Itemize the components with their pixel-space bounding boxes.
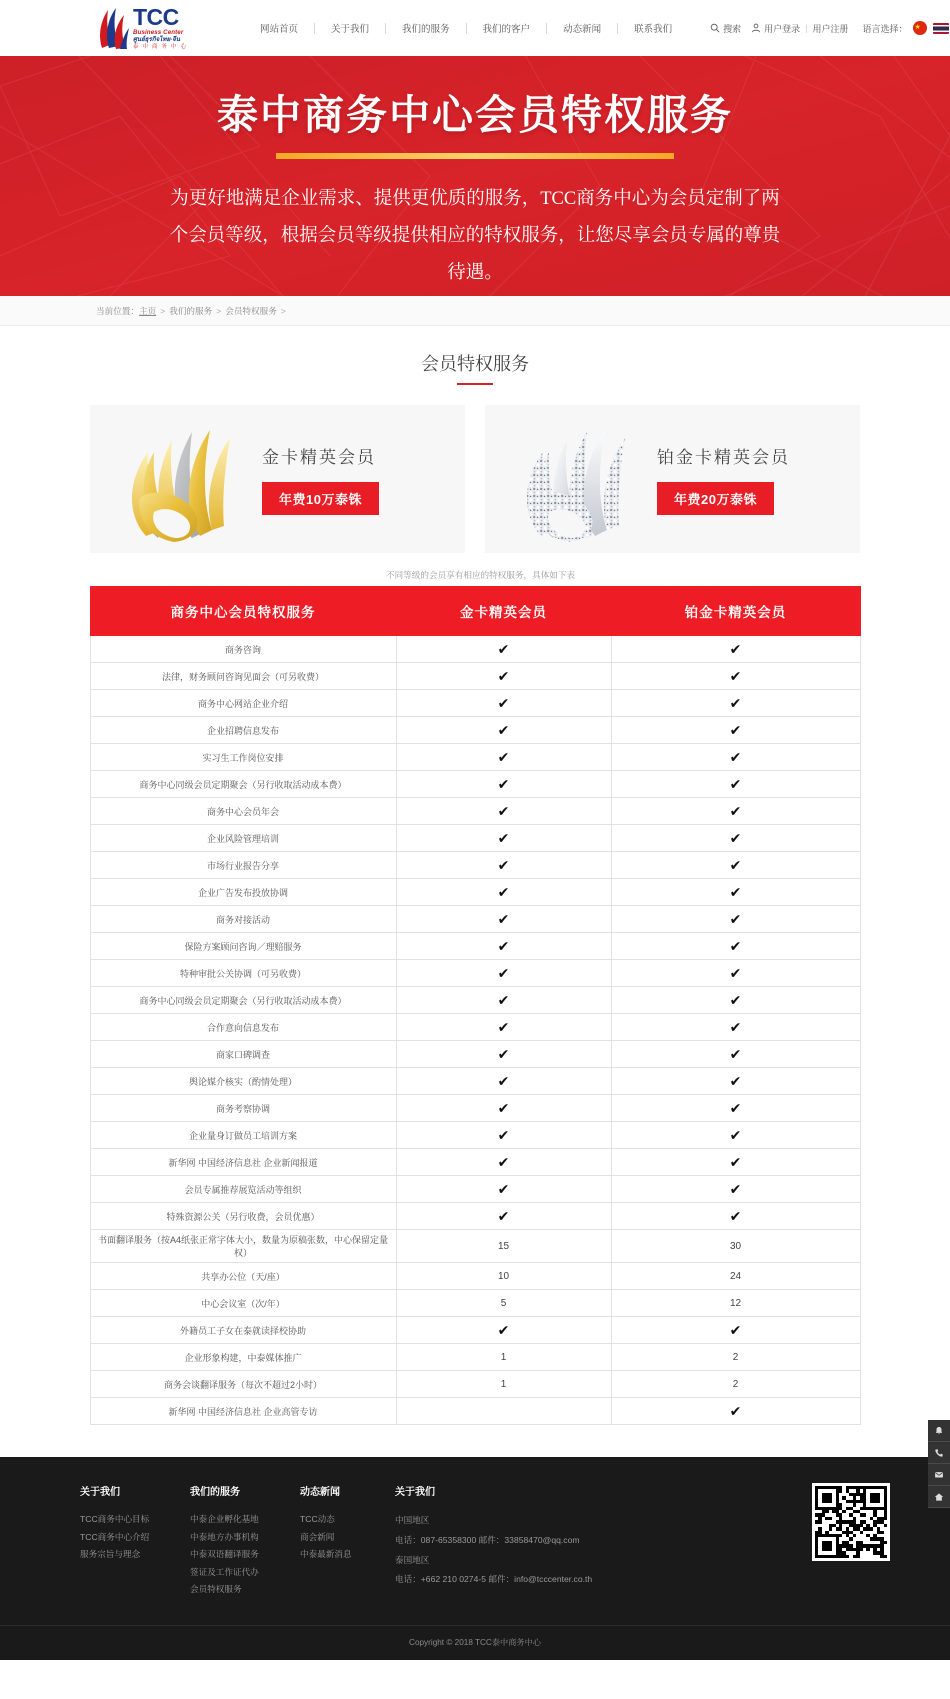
- table-cell-service: 保险方案顾问咨询／理赔服务: [90, 933, 396, 960]
- table-col-service: 商务中心会员特权服务: [90, 587, 396, 636]
- table-cell-platinum: [611, 960, 860, 987]
- breadcrumb-separator: >: [216, 305, 222, 316]
- table-cell-service: 企业广告发布投放协调: [90, 879, 396, 906]
- check-icon: ✔: [497, 668, 510, 684]
- check-icon: ✔: [729, 911, 742, 927]
- table-cell-service: 商务对接活动: [90, 906, 396, 933]
- table-cell-gold: 5: [396, 1290, 611, 1317]
- table-cell-gold: [396, 906, 611, 933]
- table-cell-gold: [396, 879, 611, 906]
- table-cell-service: 市场行业报告分享: [90, 852, 396, 879]
- table-cell-platinum: [611, 636, 860, 663]
- table-head: [90, 587, 860, 636]
- check-icon: ✔: [497, 965, 510, 981]
- check-icon: ✔: [729, 668, 742, 684]
- table-note: 不同等级的会员享有相应的特权服务，具体如下表: [386, 570, 576, 580]
- table-cell-service: 商务中心会员年会: [90, 798, 396, 825]
- breadcrumb-bar: [0, 296, 950, 326]
- message-icon[interactable]: [928, 1464, 950, 1486]
- table-row: [90, 1041, 860, 1068]
- check-icon: ✔: [729, 857, 742, 873]
- check-icon: ✔: [497, 1046, 510, 1062]
- breadcrumb-separator: >: [160, 305, 166, 316]
- table-cell-gold: [396, 1398, 611, 1425]
- footer-title-about: 关于我们: [80, 1487, 120, 1498]
- table-cell-gold: [396, 1203, 611, 1230]
- nav-item-home[interactable]: 网站首页: [260, 24, 299, 35]
- search-label: 搜索: [723, 23, 742, 34]
- membership-cards: [90, 405, 860, 553]
- footer-link[interactable]: 中泰地方办事机构: [190, 1531, 259, 1542]
- check-icon: ✔: [729, 1046, 742, 1062]
- table-cell-gold: [396, 852, 611, 879]
- check-icon: ✔: [497, 1100, 510, 1116]
- table-cell-gold: [396, 636, 611, 663]
- logo-name: TCC: [133, 4, 179, 31]
- table-col-platinum: 铂金卡精英会员: [611, 587, 860, 636]
- table-cell-gold: [396, 717, 611, 744]
- home-icon[interactable]: [928, 1486, 950, 1508]
- check-icon: ✔: [729, 1073, 742, 1089]
- check-icon: ✔: [729, 776, 742, 792]
- check-icon: ✔: [497, 1322, 510, 1338]
- table-cell-platinum: 30: [611, 1230, 860, 1263]
- breadcrumb-item-home[interactable]: 主页: [138, 305, 157, 316]
- footer-link[interactable]: 商会新闻: [300, 1531, 335, 1542]
- table-cell-gold: [396, 1317, 611, 1344]
- check-icon: ✔: [729, 1322, 742, 1338]
- table-cell-platinum: 2: [611, 1344, 860, 1371]
- bell-icon[interactable]: [928, 1420, 950, 1442]
- table-cell-service: 新华网 中国经济信息社 企业高管专访: [90, 1398, 396, 1425]
- table-cell-platinum: [611, 933, 860, 960]
- user-icon: [751, 23, 761, 33]
- table-cell-platinum: [611, 717, 860, 744]
- gold-emblem-icon: [106, 414, 256, 544]
- main-navigation: [244, 21, 688, 35]
- gold-card-info: [262, 443, 379, 515]
- table-col-gold: 金卡精英会员: [396, 587, 611, 636]
- check-icon: ✔: [497, 722, 510, 738]
- footer-contact-cn: 电话：087-65358300 邮件：33858470@qq.com: [395, 1534, 580, 1545]
- footer-copyright: Copyright © 2018 TCC泰中商务中心: [0, 1625, 950, 1660]
- table-cell-service: 特殊资源公关（另行收费，会员优惠）: [90, 1203, 396, 1230]
- table-row: [90, 825, 860, 852]
- table-body: [90, 636, 860, 1425]
- check-icon: ✔: [729, 884, 742, 900]
- table-cell-gold: [396, 1041, 611, 1068]
- privilege-comparison-table: [90, 586, 861, 1425]
- table-cell-service: 舆论媒介核实（酌情处理）: [90, 1068, 396, 1095]
- site-header: [0, 0, 950, 56]
- table-row: [90, 1014, 860, 1041]
- login-label: 用户登录: [764, 23, 801, 34]
- table-cell-gold: 15: [396, 1230, 611, 1263]
- check-icon: ✔: [729, 830, 742, 846]
- table-cell-service: 书面翻译服务（按A4纸张正常字体大小，数量为原稿张数，中心保留定量权）: [90, 1230, 396, 1263]
- table-row: [90, 1230, 860, 1263]
- table-cell-service: 企业形象构建，中泰媒体推广: [90, 1344, 396, 1371]
- table-cell-platinum: [611, 744, 860, 771]
- table-cell-service: 商务中心同级会员定期聚会（另行收取活动成本费）: [90, 771, 396, 798]
- table-cell-service: 特种审批公关协调（可另收费）: [90, 960, 396, 987]
- tcc-flame-logo-icon: [96, 6, 130, 50]
- check-icon: ✔: [729, 803, 742, 819]
- logo-tagline-th: ศูนย์ธุรกิจไทย-จีน: [133, 35, 180, 43]
- table-cell-gold: 1: [396, 1344, 611, 1371]
- hero-banner: [0, 56, 950, 296]
- check-icon: ✔: [497, 1127, 510, 1143]
- table-row: [90, 1095, 860, 1122]
- footer-link[interactable]: TCC商务中心目标: [80, 1514, 150, 1524]
- check-icon: ✔: [729, 641, 742, 657]
- check-icon: ✔: [729, 749, 742, 765]
- footer-link[interactable]: TCC动态: [300, 1514, 335, 1524]
- table-cell-service: 商务咨询: [90, 636, 396, 663]
- table-cell-service: 实习生工作岗位安排: [90, 744, 396, 771]
- table-cell-gold: [396, 1122, 611, 1149]
- table-cell-platinum: [611, 771, 860, 798]
- nav-item-contact[interactable]: 联系我们: [634, 24, 673, 35]
- table-row: [90, 960, 860, 987]
- table-cell-service: 企业招聘信息发布: [90, 717, 396, 744]
- table-cell-gold: [396, 798, 611, 825]
- search-icon: [710, 23, 720, 33]
- table-cell-platinum: [611, 1149, 860, 1176]
- hero-divider-rule: [276, 153, 674, 159]
- language-selector-label: 语言选择：: [862, 23, 908, 34]
- table-cell-service: 商务会谈翻译服务（每次不超过2小时）: [90, 1371, 396, 1398]
- check-icon: ✔: [729, 1127, 742, 1143]
- table-cell-platinum: [611, 879, 860, 906]
- table-cell-gold: [396, 1068, 611, 1095]
- footer-link[interactable]: TCC商务中心介绍: [80, 1531, 150, 1542]
- table-cell-gold: 1: [396, 1371, 611, 1398]
- table-cell-platinum: 12: [611, 1290, 860, 1317]
- table-row: [90, 1371, 860, 1398]
- check-icon: ✔: [729, 1154, 742, 1170]
- hero-description: 为更好地满足企业需求、提供更优质的服务，TCC商务中心为会员定制了两个会员等级，根据会员等级提供相应的特权服务，让您尽享会员专属的尊贵待遇。: [169, 189, 781, 283]
- footer-link[interactable]: 服务宗旨与理念: [80, 1549, 141, 1560]
- table-cell-platinum: [611, 987, 860, 1014]
- footer-columns: [80, 1483, 870, 1599]
- table-cell-service: 商家口碑调查: [90, 1041, 396, 1068]
- table-row: [90, 663, 860, 690]
- hero-title: 泰中商务中心会员特权服务: [217, 92, 733, 138]
- header-utilities: [710, 21, 948, 35]
- register-button[interactable]: 用户注册: [812, 23, 849, 34]
- logo-tagline-cn: 泰 中 商 务 中 心: [133, 43, 188, 50]
- search-button[interactable]: [710, 22, 741, 35]
- check-icon: ✔: [729, 722, 742, 738]
- breadcrumb-item-services[interactable]: 我们的服务: [169, 305, 213, 316]
- footer-column-services: [190, 1483, 300, 1599]
- table-row: [90, 1317, 860, 1344]
- gold-card-price-badge: 年费10万泰铢: [262, 482, 379, 515]
- footer-link[interactable]: 会员特权服务: [190, 1584, 242, 1595]
- qr-code-icon: [812, 1483, 890, 1561]
- footer-link[interactable]: 中泰企业孵化基地: [190, 1514, 259, 1524]
- table-cell-gold: [396, 1149, 611, 1176]
- platinum-card-name: 铂金卡精英会员: [657, 448, 790, 467]
- table-row: [90, 1344, 860, 1371]
- footer-title-contact: 关于我们: [395, 1487, 435, 1498]
- check-icon: ✔: [729, 938, 742, 954]
- table-cell-gold: [396, 744, 611, 771]
- table-cell-service: 新华网 中国经济信息社 企业新闻报道: [90, 1149, 396, 1176]
- footer-column-contact: [395, 1483, 725, 1599]
- platinum-emblem-icon: [501, 414, 651, 544]
- table-cell-platinum: [611, 1068, 860, 1095]
- membership-card-platinum[interactable]: [485, 405, 860, 553]
- table-cell-platinum: [611, 1203, 860, 1230]
- table-cell-platinum: [611, 1317, 860, 1344]
- check-icon: ✔: [497, 776, 510, 792]
- breadcrumb-separator: >: [280, 305, 286, 316]
- table-cell-service: 商务中心同级会员定期聚会（另行收取活动成本费）: [90, 987, 396, 1014]
- breadcrumb-item-current: 会员特权服务: [225, 305, 277, 316]
- logo-tagline-en: Business Center: [133, 29, 184, 37]
- table-cell-service: 会员专属推荐展览活动等组织: [90, 1176, 396, 1203]
- table-cell-gold: [396, 933, 611, 960]
- page-title: 会员特权服务: [421, 350, 529, 385]
- table-cell-platinum: [611, 1095, 860, 1122]
- table-row: [90, 1398, 860, 1425]
- table-row: [90, 906, 860, 933]
- utility-divider: |: [805, 23, 808, 33]
- table-row: [90, 1203, 860, 1230]
- check-icon: ✔: [729, 1019, 742, 1035]
- table-cell-service: 企业风险管理培训: [90, 825, 396, 852]
- table-cell-gold: [396, 987, 611, 1014]
- table-cell-platinum: [611, 852, 860, 879]
- footer-title-news: 动态新闻: [300, 1487, 340, 1498]
- footer-contact-region-th: 泰国地区: [395, 1554, 430, 1565]
- footer-column-about: [80, 1483, 190, 1599]
- table-row: [90, 1176, 860, 1203]
- check-icon: ✔: [497, 1181, 510, 1197]
- table-cell-gold: [396, 1176, 611, 1203]
- table-row: [90, 690, 860, 717]
- check-icon: ✔: [497, 830, 510, 846]
- section-title-wrap: [0, 326, 950, 389]
- footer-link[interactable]: 中泰最新消息: [300, 1549, 352, 1560]
- nav-item-about[interactable]: 关于我们: [331, 24, 370, 35]
- table-cell-gold: [396, 960, 611, 987]
- table-row: [90, 771, 860, 798]
- platinum-card-info: [657, 443, 790, 515]
- table-cell-platinum: [611, 1014, 860, 1041]
- site-footer: [0, 1457, 950, 1660]
- check-icon: ✔: [497, 938, 510, 954]
- table-cell-platinum: [611, 906, 860, 933]
- table-cell-service: 企业量身订做员工培训方案: [90, 1122, 396, 1149]
- table-header-row: [90, 587, 860, 636]
- table-cell-gold: [396, 1095, 611, 1122]
- table-cell-gold: [396, 825, 611, 852]
- check-icon: ✔: [497, 857, 510, 873]
- table-cell-platinum: [611, 1176, 860, 1203]
- table-cell-service: 商务考察协调: [90, 1095, 396, 1122]
- nav-item-services[interactable]: 我们的服务: [402, 24, 450, 35]
- table-row: [90, 879, 860, 906]
- table-row: [90, 987, 860, 1014]
- table-cell-platinum: 24: [611, 1263, 860, 1290]
- breadcrumb-prefix: 当前位置：: [96, 305, 139, 316]
- membership-card-gold[interactable]: [90, 405, 465, 553]
- table-row: [90, 1290, 860, 1317]
- table-cell-platinum: [611, 1398, 860, 1425]
- check-icon: ✔: [729, 1100, 742, 1116]
- table-row: [90, 798, 860, 825]
- table-cell-gold: [396, 771, 611, 798]
- check-icon: ✔: [729, 1181, 742, 1197]
- phone-icon[interactable]: [928, 1442, 950, 1464]
- table-cell-service: 中心会议室（次/年）: [90, 1290, 396, 1317]
- check-icon: ✔: [497, 884, 510, 900]
- table-cell-platinum: 2: [611, 1371, 860, 1398]
- table-cell-service: 商务中心网站企业介绍: [90, 690, 396, 717]
- footer-link[interactable]: 中泰双语翻译服务: [190, 1549, 259, 1560]
- table-row: [90, 1122, 860, 1149]
- check-icon: ✔: [729, 992, 742, 1008]
- table-row: [90, 1149, 860, 1176]
- table-row: [90, 933, 860, 960]
- table-cell-platinum: [611, 798, 860, 825]
- table-row: [90, 1068, 860, 1095]
- check-icon: ✔: [729, 695, 742, 711]
- table-cell-gold: 10: [396, 1263, 611, 1290]
- check-icon: ✔: [497, 641, 510, 657]
- footer-link[interactable]: 签证及工作证代办: [190, 1566, 259, 1577]
- check-icon: ✔: [497, 992, 510, 1008]
- table-cell-platinum: [611, 825, 860, 852]
- footer-contact-region-cn: 中国地区: [395, 1515, 430, 1525]
- table-cell-service: 共享办公位（天/座）: [90, 1263, 396, 1290]
- table-cell-service: 法律，财务顾问咨询见面会（可另收费）: [90, 663, 396, 690]
- check-icon: ✔: [497, 911, 510, 927]
- gold-card-name: 金卡精英会员: [262, 448, 376, 467]
- table-row: [90, 636, 860, 663]
- footer-column-news: [300, 1483, 395, 1599]
- table-row: [90, 852, 860, 879]
- check-icon: ✔: [497, 1154, 510, 1170]
- nav-item-clients[interactable]: 我们的客户: [482, 24, 531, 35]
- check-icon: ✔: [729, 1403, 742, 1419]
- table-cell-platinum: [611, 1122, 860, 1149]
- check-icon: ✔: [729, 1208, 742, 1224]
- logo-wordmark: [133, 6, 187, 50]
- platinum-card-price-badge: 年费20万泰铢: [657, 482, 774, 515]
- breadcrumb: [96, 305, 290, 317]
- footer-title-services: 我们的服务: [190, 1487, 240, 1498]
- table-row: [90, 717, 860, 744]
- flag-cn-icon[interactable]: [913, 21, 927, 35]
- floating-action-rail: [928, 1420, 950, 1508]
- table-row: [90, 744, 860, 771]
- check-icon: ✔: [497, 749, 510, 765]
- table-cell-service: 外籍员工子女在泰就读择校协助: [90, 1317, 396, 1344]
- table-row: [90, 1263, 860, 1290]
- footer-contact-th: 电话：+662 210 0274-5 邮件：info@tcccenter.co.th: [395, 1574, 593, 1585]
- table-cell-platinum: [611, 1041, 860, 1068]
- table-cell-platinum: [611, 663, 860, 690]
- check-icon: ✔: [497, 1073, 510, 1089]
- table-cell-platinum: [611, 690, 860, 717]
- login-button[interactable]: [751, 22, 800, 35]
- check-icon: ✔: [729, 965, 742, 981]
- check-icon: ✔: [497, 1019, 510, 1035]
- table-cell-gold: [396, 690, 611, 717]
- table-cell-service: 合作意向信息发布: [90, 1014, 396, 1041]
- table-cell-gold: [396, 663, 611, 690]
- site-logo[interactable]: [96, 3, 206, 53]
- check-icon: ✔: [497, 1208, 510, 1224]
- check-icon: ✔: [497, 803, 510, 819]
- flag-th-icon[interactable]: [933, 23, 949, 34]
- table-cell-gold: [396, 1014, 611, 1041]
- check-icon: ✔: [497, 695, 510, 711]
- nav-item-news[interactable]: 动态新闻: [563, 24, 602, 35]
